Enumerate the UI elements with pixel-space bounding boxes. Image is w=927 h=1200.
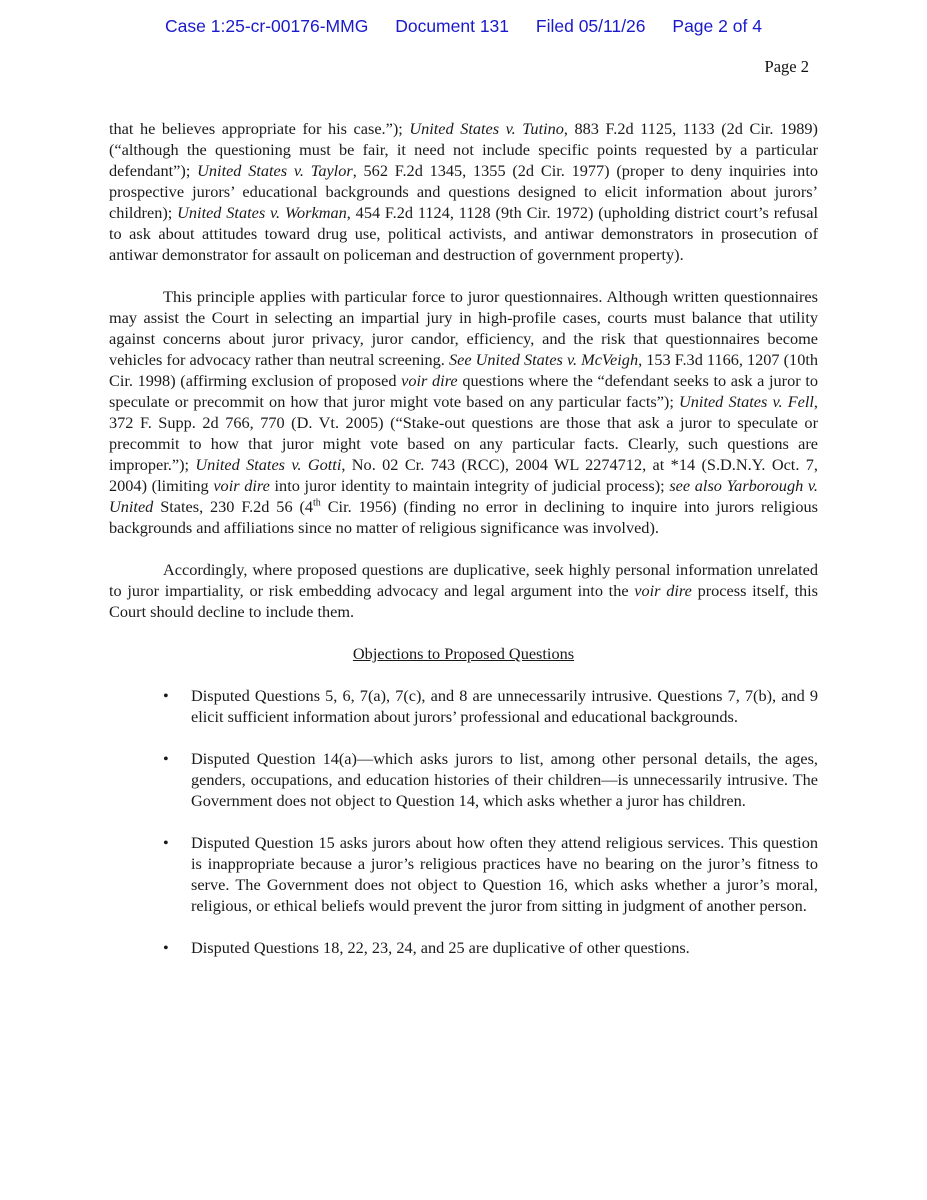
italic-term: voir dire bbox=[213, 476, 270, 495]
document-number: Document 131 bbox=[395, 16, 510, 36]
text: process itself, this Court should decline to include them. bbox=[109, 581, 819, 621]
italic-term: voir dire bbox=[634, 581, 692, 600]
paragraph-1 bbox=[109, 118, 818, 265]
ecf-header bbox=[0, 16, 927, 37]
case-citation: United States v. Gotti bbox=[195, 455, 342, 474]
bullet-icon: • bbox=[163, 938, 169, 957]
list-item bbox=[109, 937, 818, 958]
case-citation: United States v. Workman bbox=[177, 203, 347, 222]
text: questions where the “defendant seeks to ask a juror to speculate or precommit on how that juror might vote based on any particular facts”); bbox=[109, 371, 818, 411]
text: Accordingly, where proposed questions are duplicative, seek highly personal information unrelated to juror impartiality, or risk embedding advocacy and legal argument into the bbox=[109, 560, 818, 600]
text: , 562 F.2d 1345, 1355 (2d Cir. 1977) (proper to deny inquiries into prospective jurors’ educational backgrounds and questions designed to elicit information about jurors’ children); bbox=[109, 161, 818, 222]
text: States, 230 F.2d 56 (4 bbox=[153, 497, 314, 516]
superscript: th bbox=[313, 497, 321, 509]
case-citation: United States v. Tutino bbox=[409, 119, 564, 138]
text: , 454 F.2d 1124, 1128 (9th Cir. 1972) (upholding district court’s refusal to ask about attitudes toward drug use, political activists, and antiwar demonstrators in prosecution of antiwar demonstrator for assault on policeman and destruction of government property). bbox=[109, 203, 819, 264]
objections-list bbox=[109, 685, 818, 958]
section-heading: Objections to Proposed Questions bbox=[352, 644, 575, 663]
list-item-text: Disputed Questions 5, 6, 7(a), 7(c), and 8 are unnecessarily intrusive. Questions 7, 7(b), and 9 elicit sufficient information about jurors’ professional and educational backgrounds. bbox=[191, 686, 818, 726]
list-item-text: Disputed Questions 18, 22, 23, 24, and 25 are duplicative of other questions. bbox=[191, 938, 690, 957]
text: , 883 F.2d 1125, 1133 (2d Cir. 1989) (“although the questioning must be fair, it need not include specific points requested by a particular defendant”); bbox=[109, 119, 818, 180]
text: that he believes appropriate for his case.”); bbox=[109, 119, 410, 138]
page-label: Page 2 bbox=[764, 57, 809, 76]
case-citation: see also Yarborough v. United bbox=[109, 476, 818, 516]
text: , No. 02 Cr. 743 (RCC), 2004 WL 2274712, at *14 (S.D.N.Y. Oct. 7, 2004) (limiting bbox=[109, 455, 818, 495]
paragraph-3 bbox=[109, 559, 818, 622]
list-item-text: Disputed Question 14(a)—which asks jurors to list, among other personal details, the ages, genders, occupations, and education histories of their children—is unnecessarily intrusive. The Government does not object to Question 14, which asks whether a juror has children. bbox=[191, 749, 818, 810]
list-item-text: Disputed Question 15 asks jurors about how often they attend religious services. This question is inappropriate because a juror’s religious practices have no bearing on the juror’s fitness to serve. The Government does not object to Question 16, which asks whether a juror’s moral, religious, or ethical beliefs would prevent the juror from sitting in judgment of another person. bbox=[191, 833, 818, 915]
bullet-icon: • bbox=[163, 686, 169, 705]
page-of-pages: Page 2 of 4 bbox=[672, 16, 762, 36]
case-citation: United States v. Fell bbox=[679, 392, 814, 411]
case-citation: See United States v. McVeigh bbox=[448, 350, 639, 369]
text: into juror identity to maintain integrity of judicial process); bbox=[269, 476, 670, 495]
list-item bbox=[109, 748, 818, 811]
paragraph-2 bbox=[109, 286, 818, 538]
text: This principle applies with particular force to juror questionnaires. Although written questionnaires may assist the Court in selecting an impartial jury in high-profile cases, courts must balance that utility against concerns about juror privacy, juror candor, efficiency, and the risk that questionnaires become vehicles for advocacy rather than neutral screening. bbox=[109, 287, 818, 369]
text: , 372 F. Supp. 2d 766, 770 (D. Vt. 2005) (“Stake-out questions are those that ask a juror to speculate or precommit to how that juror might vote based on any particular facts. Clearly, such questions are improper.”); bbox=[109, 392, 818, 474]
bullet-icon: • bbox=[163, 833, 169, 852]
text: Cir. 1956) (finding no error in declining to inquire into jurors religious backgrounds and affiliations since no matter of religious significance was involved). bbox=[109, 497, 818, 537]
document-body bbox=[109, 118, 818, 979]
case-number: Case 1:25-cr-00176-MMG bbox=[165, 16, 369, 36]
case-citation: United States v. Taylor bbox=[197, 161, 353, 180]
list-item bbox=[109, 685, 818, 727]
filed-date: Filed 05/11/26 bbox=[535, 16, 646, 36]
bullet-icon: • bbox=[163, 749, 169, 768]
text: , 153 F.3d 1166, 1207 (10th Cir. 1998) (affirming exclusion of proposed bbox=[109, 350, 819, 390]
list-item bbox=[109, 832, 818, 916]
italic-term: voir dire bbox=[401, 371, 458, 390]
